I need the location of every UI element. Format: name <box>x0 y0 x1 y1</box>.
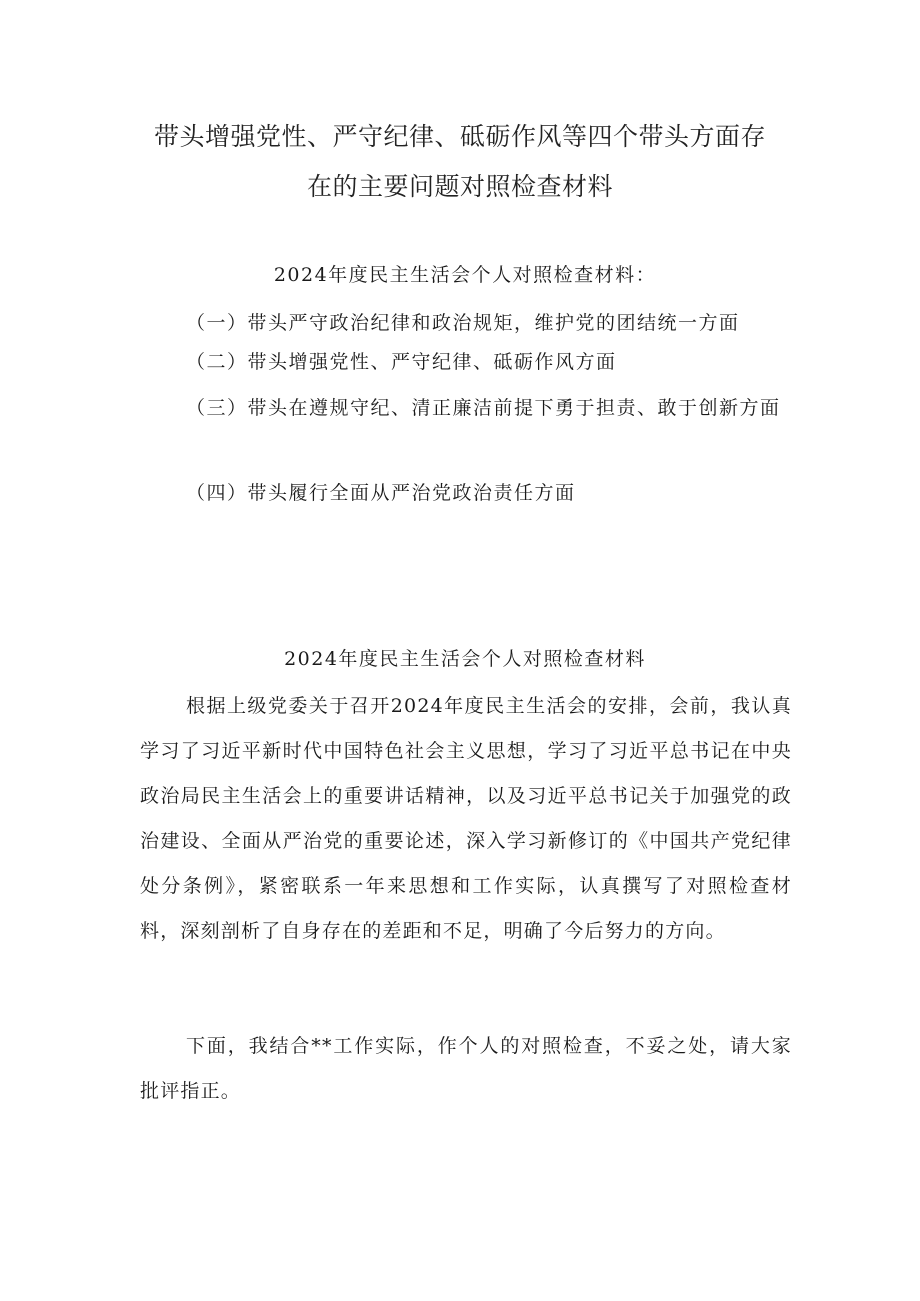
document-title <box>120 112 800 212</box>
toc-heading: 2024年度民主生活会个人对照检查材料： <box>273 264 657 286</box>
section-heading: 2024年度民主生活会个人对照检查材料 <box>284 648 646 670</box>
title-line-1: 带头增强党性、严守纪律、砥砺作风等四个带头方面存 <box>153 122 766 151</box>
title-line-2: 在的主要问题对照检查材料 <box>306 172 613 201</box>
toc-item-1: （一）带头严守政治纪律和政治规矩，维护党的团结统一方面 <box>186 312 740 334</box>
toc-item-4: （四）带头履行全面从严治党政治责任方面 <box>186 482 576 504</box>
toc-item-2: （二）带头增强党性、严守纪律、砥砺作风方面 <box>186 351 617 373</box>
toc-item-3: （三）带头在遵规守纪、清正廉洁前提下勇于担责、敢于创新方面 <box>186 397 781 419</box>
body-paragraph-2: 下面，我结合**工作实际，作个人的对照检查，不妥之处，请大家批评指正。 <box>140 1035 792 1102</box>
body-paragraph-1: 根据上级党委关于召开2024年度民主生活会的安排，会前，我认真学习了习近平新时代中国特色社会主义思想，学习了习近平总书记在中央政治局民主生活会上的重要讲话精神，以及习近平总书记关于加强党的政治建设、全面从严治党的重要论述，深入学习新修订的《中国共产党纪律处分条例》，紧密联系一年来思想和工作实际，认真撰写了对照检查材料，深刻剖析了自身存在的差距和不足，明确了今后努力的方向。 <box>140 695 792 942</box>
